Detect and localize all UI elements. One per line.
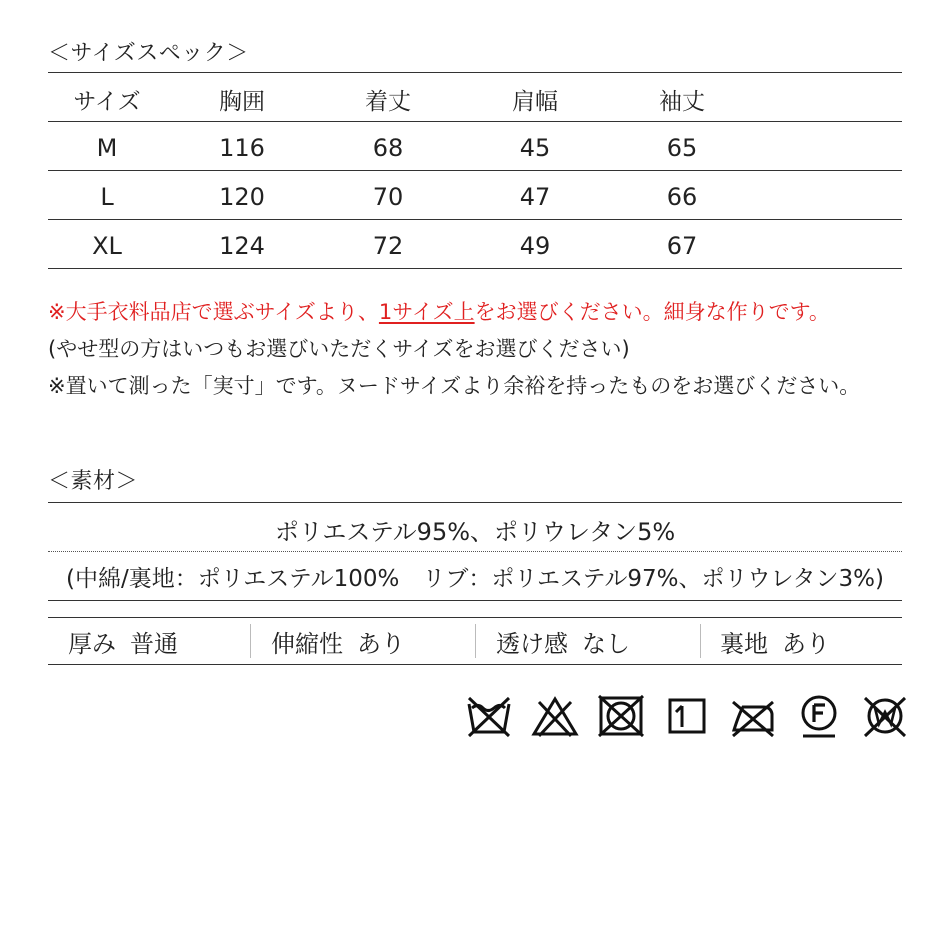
size-cell: L [100, 183, 114, 211]
length-cell: 68 [372, 134, 404, 162]
material-sub: (中綿/裏地：ポリエステル100% リブ：ポリエステル97%、ポリウレタン3%) [66, 566, 884, 592]
feature-stretch [271, 624, 405, 659]
length-cell: 70 [372, 183, 404, 211]
bleach-triangle-crossed-icon [531, 692, 579, 740]
feature-value: あり [357, 630, 405, 658]
shoulder-cell: 47 [519, 183, 551, 211]
material-bottom-rule [48, 600, 902, 601]
feature-value: なし [582, 630, 630, 658]
chest-cell: 116 [219, 134, 265, 162]
tumble-dry-crossed-icon [597, 692, 645, 740]
size-cell: XL [92, 232, 122, 260]
feature-divider [475, 624, 476, 658]
col-header-length: 着丈 [365, 89, 411, 115]
feature-label: 伸縮性 [271, 630, 343, 658]
features-top-rule [48, 617, 902, 618]
spec-top-rule [48, 72, 902, 73]
sleeve-cell: 67 [666, 232, 698, 260]
iron-crossed-icon [729, 692, 777, 740]
feature-lining [720, 624, 830, 659]
size-advice-tail: をお選びください。細身な作りです。 [474, 300, 830, 324]
wash-tub-crossed-icon [465, 692, 513, 740]
slim-fit-note: (やせ型の方はいつもお選びいただくサイズをお選びください) [48, 337, 630, 361]
features-bottom-rule [48, 664, 902, 665]
material-main: ポリエステル95%、ポリウレタン5% [274, 518, 676, 546]
material-dotted-rule [48, 551, 902, 552]
feature-value: あり [782, 630, 830, 658]
size-advice-note [48, 296, 830, 326]
feature-value: 普通 [130, 630, 178, 658]
feature-divider [250, 624, 251, 658]
row-rule [48, 219, 902, 220]
table-bottom-rule [48, 268, 902, 269]
wet-clean-crossed-icon [861, 692, 909, 740]
dry-clean-f-icon [795, 692, 843, 740]
size-spec-heading: ＜サイズスペック＞ [48, 41, 249, 66]
col-header-shoulder: 肩幅 [512, 89, 558, 115]
size-up-emphasis: 1サイズ上 [378, 300, 475, 324]
material-top-rule [48, 502, 902, 503]
size-cell: M [96, 134, 118, 162]
col-header-size: サイズ [73, 89, 141, 115]
feature-sheer [496, 624, 630, 659]
feature-label: 厚み [68, 630, 116, 658]
feature-divider [700, 624, 701, 658]
chest-cell: 120 [219, 183, 265, 211]
length-cell: 72 [372, 232, 404, 260]
feature-thickness [68, 624, 178, 659]
chest-cell: 124 [219, 232, 265, 260]
shoulder-cell: 45 [519, 134, 551, 162]
measurement-note: ※置いて測った「実寸」です。ヌードサイズより余裕を持ったものをお選びください。 [48, 374, 861, 398]
material-heading: ＜素材＞ [48, 469, 139, 494]
shoulder-cell: 49 [519, 232, 551, 260]
col-header-sleeve: 袖丈 [659, 89, 705, 115]
drip-dry-icon [663, 692, 711, 740]
col-header-chest: 胸囲 [219, 89, 265, 115]
sleeve-cell: 66 [666, 183, 698, 211]
size-advice-text: ※大手衣料品店で選ぶサイズより、 [48, 300, 379, 324]
row-rule [48, 170, 902, 171]
header-rule [48, 121, 902, 122]
sleeve-cell: 65 [666, 134, 698, 162]
feature-label: 透け感 [496, 630, 568, 658]
feature-label: 裏地 [720, 630, 768, 658]
